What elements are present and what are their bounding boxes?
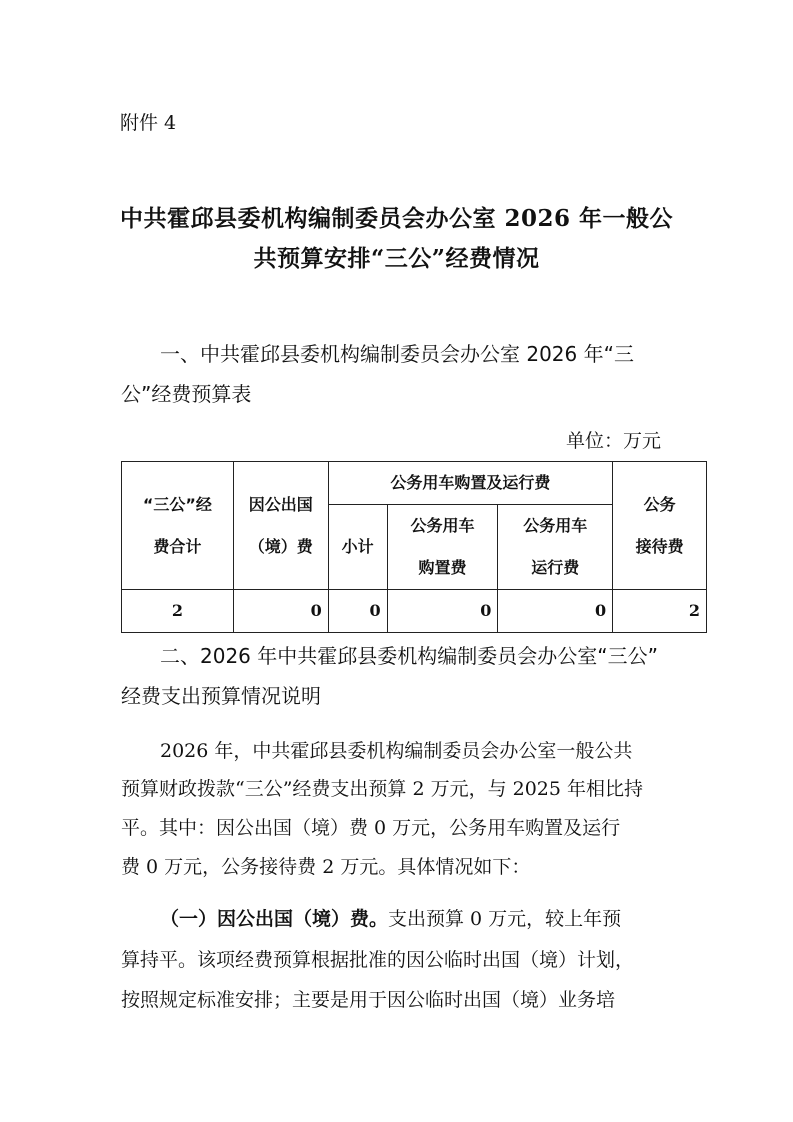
header-reception-line-1: 公务 (643, 494, 676, 514)
page-title-line-2: 共预算安排“三公”经费情况 (253, 245, 540, 272)
paragraph-2-line-3: 按照规定标准安排；主要是用于因公临时出国（境）业务培 (121, 989, 616, 1011)
header-total (122, 462, 234, 590)
header-abroad-line-2: （境）费 (248, 536, 313, 556)
paragraph-1-line-3: 平。其中：因公出国（境）费 0 万元，公务用车购置及运行 (121, 817, 621, 839)
header-reception (613, 462, 707, 590)
unit-label: 单位：万元 (566, 430, 662, 452)
value-total: 2 (122, 590, 234, 633)
paragraph-1-line-2: 预算财政拨款“三公”经费支出预算 2 万元，与 2025 年相比持 (121, 778, 644, 800)
section-1-heading-line-1: 一、中共霍邱县委机构编制委员会办公室 2026 年“三 (160, 342, 634, 366)
header-total-line-1: “三公”经 (142, 494, 212, 514)
header-abroad (233, 462, 328, 590)
paragraph-2-heading: （一）因公出国（境）费。 (160, 908, 389, 930)
header-purchase-line-2: 购置费 (418, 558, 467, 577)
value-abroad: 0 (233, 590, 328, 633)
paragraph-1-line-1: 2026 年，中共霍邱县委机构编制委员会办公室一般公共 (160, 740, 633, 762)
paragraph-1-line-4: 费 0 万元，公务接待费 2 万元。具体情况如下： (121, 856, 531, 878)
header-reception-line-2: 接待费 (635, 536, 684, 556)
value-reception: 2 (613, 590, 707, 633)
header-purchase (387, 505, 498, 590)
header-subtotal: 小计 (328, 505, 387, 590)
value-operation: 0 (498, 590, 613, 633)
paragraph-2-line-1-text: 支出预算 0 万元，较上年预 (388, 908, 622, 930)
value-purchase: 0 (387, 590, 498, 633)
value-subtotal: 0 (328, 590, 387, 633)
header-operation-line-1: 公务用车 (523, 516, 588, 535)
section-2-heading-line-2: 经费支出预算情况说明 (121, 684, 321, 708)
page-title-line-1: 中共霍邱县委机构编制委员会办公室 2026 年一般公 (119, 205, 674, 232)
header-abroad-line-1: 因公出国 (248, 494, 313, 514)
header-vehicle: 公务用车购置及运行费 (328, 462, 612, 505)
budget-table (121, 461, 707, 633)
attachment-label: 附件 4 (120, 112, 177, 134)
paragraph-2-line-1 (160, 904, 621, 931)
header-purchase-line-1: 公务用车 (410, 516, 475, 535)
section-2-heading-line-1: 二、2026 年中共霍邱县委机构编制委员会办公室“三公” (160, 644, 658, 668)
header-operation (498, 505, 613, 590)
header-operation-line-2: 运行费 (531, 558, 580, 577)
section-1-heading-line-2: 公”经费预算表 (121, 382, 252, 406)
paragraph-2-line-2: 算持平。该项经费预算根据批准的因公临时出国（境）计划， (121, 949, 635, 971)
header-total-line-2: 费合计 (153, 536, 202, 556)
